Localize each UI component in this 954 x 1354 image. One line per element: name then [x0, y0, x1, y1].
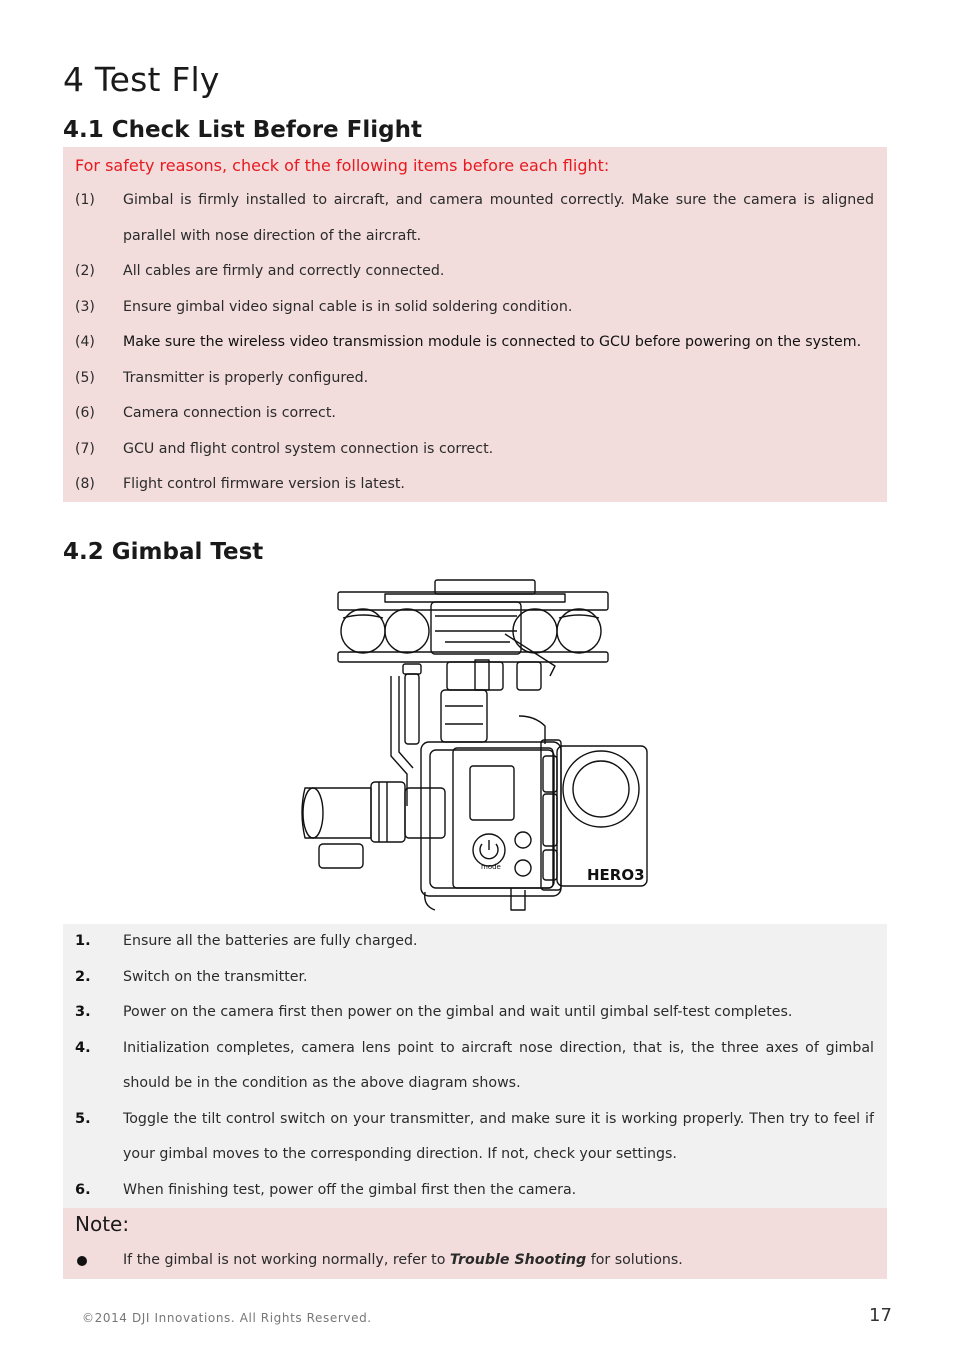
step-text-cont: should be in the condition as the above diagram shows. — [123, 1075, 521, 1091]
section-heading-gimbal-test: 4.2 Gimbal Test — [63, 539, 264, 565]
step-number: 2. — [75, 969, 91, 985]
copyright-footer: ©2014 DJI Innovations. All Rights Reserved. — [82, 1311, 372, 1325]
gimbal-diagram — [295, 576, 655, 916]
note-title: Note: — [75, 1212, 130, 1236]
checklist-item-text: GCU and flight control system connection is correct. — [123, 441, 494, 457]
step-number: 5. — [75, 1111, 91, 1127]
checklist-item-text: Gimbal is firmly installed to aircraft, and camera mounted correctly. Make sure the camera is aligned — [123, 192, 874, 208]
section-heading-checklist: 4.1 Check List Before Flight — [63, 117, 422, 143]
checklist-number: (4) — [75, 334, 95, 350]
safety-warning: For safety reasons, check of the following items before each flight: — [75, 156, 610, 175]
mode-label: mode — [481, 863, 501, 871]
step-text: Initialization completes, camera lens point to aircraft nose direction, that is, the three axes of gimbal — [123, 1040, 874, 1056]
step-text: Toggle the tilt control switch on your transmitter, and make sure it is working properly. Then try to feel if — [123, 1111, 874, 1127]
checklist-number: (5) — [75, 370, 95, 386]
checklist-item-text: Flight control firmware version is latest. — [123, 476, 405, 492]
trouble-shooting-link[interactable]: Trouble Shooting — [449, 1252, 587, 1268]
checklist-number: (7) — [75, 441, 95, 457]
checklist-number: (6) — [75, 405, 95, 421]
step-text: Power on the camera first then power on the gimbal and wait until gimbal self-test completes. — [123, 1004, 793, 1020]
step-number: 1. — [75, 933, 91, 949]
checklist-item-text: Ensure gimbal video signal cable is in solid soldering condition. — [123, 299, 573, 315]
checklist-item-text: Make sure the wireless video transmission module is connected to GCU before powering on the system. — [123, 334, 862, 350]
checklist-item-text: All cables are firmly and correctly connected. — [123, 263, 445, 279]
checklist-number: (3) — [75, 299, 95, 315]
checklist-number: (2) — [75, 263, 95, 279]
note-text-after: for solutions. — [586, 1252, 683, 1268]
checklist-number: (1) — [75, 192, 95, 208]
camera-brand-label: HERO3 — [587, 866, 645, 884]
gimbal-steps-box — [63, 924, 887, 1208]
checklist-item-text: Camera connection is correct. — [123, 405, 336, 421]
step-number: 3. — [75, 1004, 91, 1020]
checklist-item-text: Transmitter is properly configured. — [123, 370, 369, 386]
checklist-item-text-cont: parallel with nose direction of the aircraft. — [123, 228, 422, 244]
note-text — [123, 1252, 683, 1268]
step-text: Switch on the transmitter. — [123, 969, 308, 985]
step-text: When finishing test, power off the gimbal first then the camera. — [123, 1182, 577, 1198]
chapter-title: 4 Test Fly — [63, 60, 220, 99]
step-text: Ensure all the batteries are fully charged. — [123, 933, 418, 949]
step-number: 4. — [75, 1040, 91, 1056]
checklist-number: (8) — [75, 476, 95, 492]
note-text-before: If the gimbal is not working normally, refer to — [123, 1252, 450, 1268]
note-box — [63, 1208, 887, 1279]
page-number: 17 — [869, 1305, 892, 1326]
bullet-icon — [77, 1256, 87, 1266]
step-text-cont: your gimbal moves to the corresponding direction. If not, check your settings. — [123, 1146, 677, 1162]
step-number: 6. — [75, 1182, 91, 1198]
